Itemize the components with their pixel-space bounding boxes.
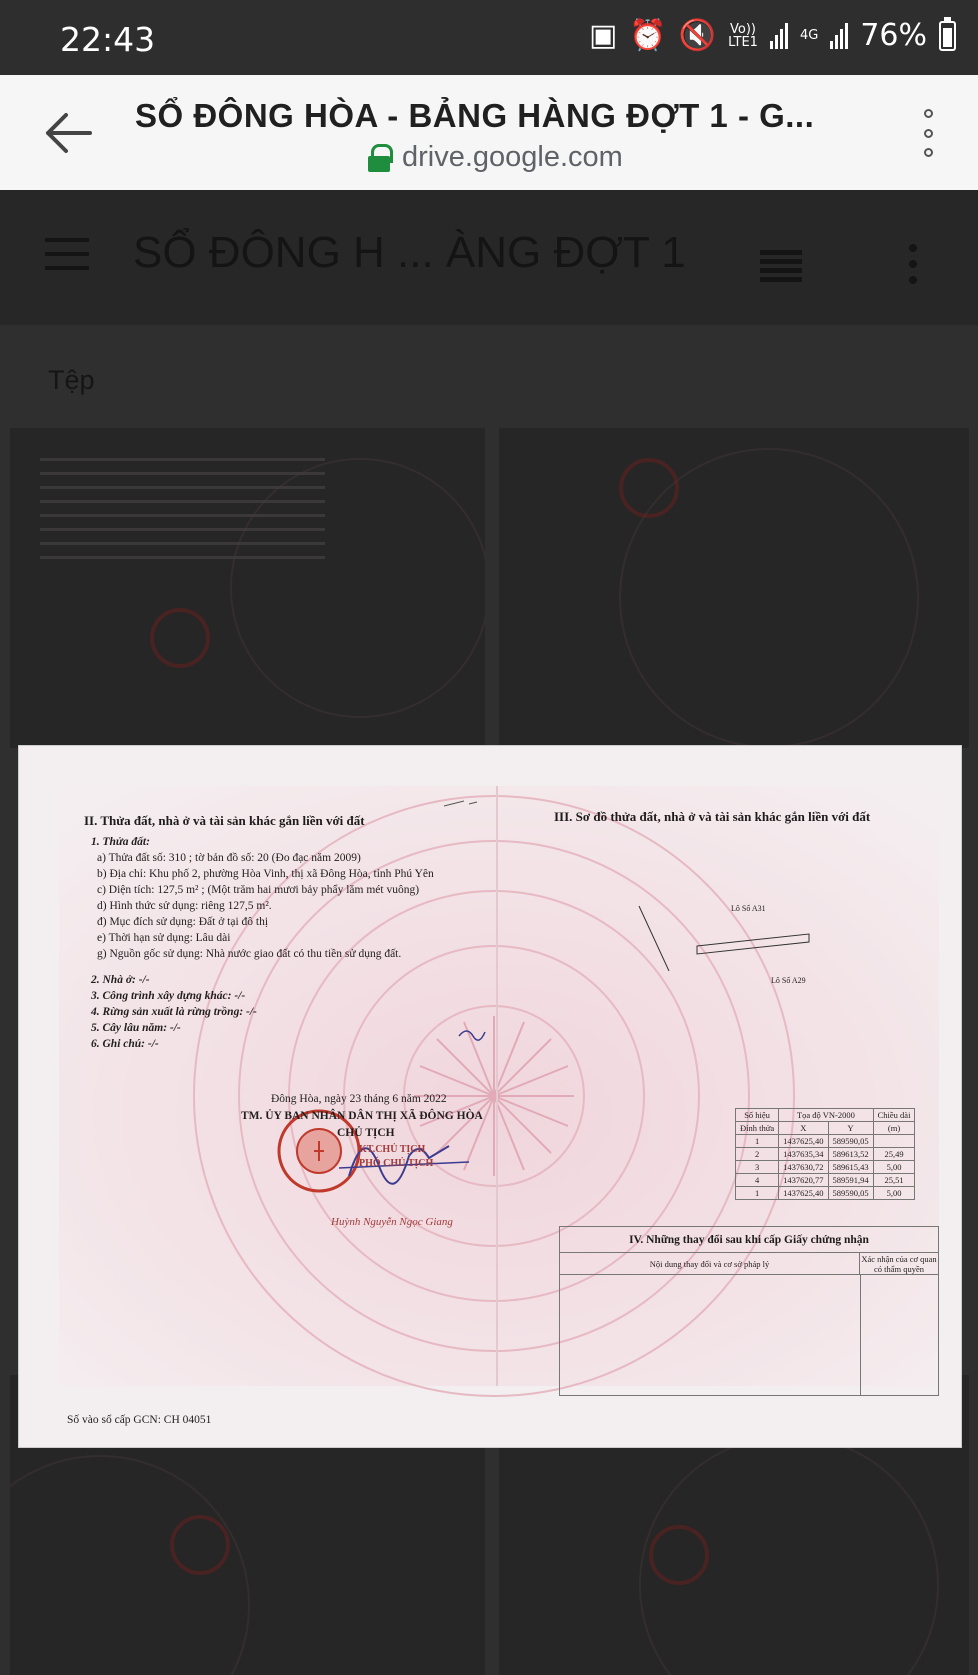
signer-role-2: KT.CHỦ TỊCH	[359, 1144, 426, 1155]
gcn-number: Số vào sổ cấp GCN: CH 04051	[67, 1414, 212, 1426]
table-subheader: X	[779, 1122, 828, 1135]
table-row	[736, 1148, 915, 1161]
doc-line: 2. Nhà ở: -/-	[91, 974, 150, 986]
hamburger-menu-icon[interactable]	[45, 238, 89, 270]
changes-column-content: Nội dung thay đổi và cơ sở pháp lý	[560, 1253, 860, 1274]
section-iv-title: IV. Những thay đổi sau khi cấp Giấy chứng nhận	[560, 1227, 938, 1253]
doc-line: 4. Rừng sản xuất là rừng trồng: -/-	[91, 1006, 257, 1018]
cell: 3	[736, 1161, 779, 1174]
battery-percent: 76%	[860, 18, 927, 53]
table-header: Tọa độ VN-2000	[779, 1109, 874, 1122]
volte-indicator	[728, 23, 758, 49]
signal-icon	[770, 23, 788, 49]
host-label: drive.google.com	[402, 141, 623, 173]
issuing-org: TM. ỦY BAN NHÂN DÂN THỊ XÃ ĐÔNG HÒA	[241, 1110, 483, 1122]
more-options-icon[interactable]	[908, 244, 918, 284]
cell: 589590,05	[828, 1187, 873, 1200]
file-thumbnail[interactable]	[499, 428, 969, 748]
coordinate-table	[735, 1108, 915, 1200]
folder-title: SỔ ĐÔNG H ... ÀNG ĐỢT 1	[133, 228, 686, 277]
signer-role-3: PHÓ CHỦ TỊCH	[359, 1158, 434, 1169]
cell: 2	[736, 1148, 779, 1161]
doc-line: 6. Ghi chú: -/-	[91, 1038, 159, 1050]
doc-line: 3. Công trình xây dựng khác: -/-	[91, 990, 246, 1002]
status-icons	[589, 18, 956, 53]
url-host[interactable]	[368, 141, 623, 174]
table-row	[736, 1174, 915, 1187]
cell: 4	[736, 1174, 779, 1187]
table-row	[736, 1161, 915, 1174]
table-subheader: (m)	[873, 1122, 915, 1135]
cell: 25,49	[873, 1148, 915, 1161]
table-subheader: Y	[828, 1122, 873, 1135]
cell: 589590,05	[828, 1135, 873, 1148]
document-preview[interactable]	[18, 745, 962, 1448]
cell: 1437620,77	[779, 1174, 828, 1187]
battery-icon	[939, 21, 956, 51]
cell: 5,00	[873, 1187, 915, 1200]
cell: 1	[736, 1187, 779, 1200]
cell: 1437625,40	[779, 1187, 828, 1200]
section-iii-title: III. Sơ đồ thửa đất, nhà ở và tài sản khác gắn liền với đất	[554, 809, 871, 824]
doc-line: 1. Thửa đất:	[91, 836, 150, 848]
doc-line: d) Hình thức sử dụng: riêng 127,5 m².	[97, 900, 272, 912]
cell: 589613,52	[828, 1148, 873, 1161]
issue-date: Đông Hòa, ngày 23 tháng 6 năm 2022	[271, 1093, 447, 1105]
doc-line: c) Diện tích: 127,5 m² ; (Một trăm hai mươi bảy phẩy lăm mét vuông)	[97, 884, 420, 896]
lot-label: Lô Số A29	[771, 976, 806, 985]
lte-label: LTE1	[728, 34, 758, 50]
changes-column-confirm: Xác nhận của cơ quan có thẩm quyền	[861, 1254, 937, 1274]
list-view-icon[interactable]	[760, 250, 802, 282]
alarm-icon: ⏰	[629, 18, 667, 53]
doc-line: b) Địa chỉ: Khu phố 2, phường Hòa Vinh, thị xã Đông Hòa, tỉnh Phú Yên	[97, 868, 434, 880]
data-saver-icon: ▣	[588, 18, 618, 53]
page-title: SỔ ĐÔNG HÒA - BẢNG HÀNG ĐỢT 1 - G...	[135, 97, 815, 134]
status-time: 22:43	[60, 20, 156, 59]
signer-name: Huỳnh Nguyễn Ngọc Giang	[331, 1216, 453, 1228]
back-arrow-icon[interactable]	[40, 105, 96, 161]
browser-toolbar	[0, 75, 978, 190]
section-ii-title: II. Thửa đất, nhà ở và tài sản khác gắn liền với đất	[84, 813, 365, 828]
cell: 25,51	[873, 1174, 915, 1187]
table-header: Số hiệu	[736, 1109, 779, 1122]
overflow-menu-icon[interactable]	[923, 109, 933, 157]
mute-icon: 🔇	[678, 18, 717, 53]
doc-line: 5. Cây lâu năm: -/-	[91, 1022, 181, 1034]
lock-icon	[368, 144, 390, 172]
doc-line: e) Thời hạn sử dụng: Lâu dài	[97, 932, 231, 944]
table-row	[736, 1135, 915, 1148]
cell: 5,00	[873, 1161, 915, 1174]
doc-line: a) Thửa đất số: 310 ; tờ bản đồ số: 20 (Đo đạc năm 2009)	[97, 852, 361, 864]
table-header: Chiều dài	[873, 1109, 915, 1122]
cell: 589591,94	[828, 1174, 873, 1187]
status-bar	[0, 0, 978, 75]
cell	[873, 1135, 915, 1148]
signal-icon-2	[830, 23, 848, 49]
doc-line: đ) Mục đích sử dụng: Đất ở tại đô thị	[97, 916, 269, 928]
file-thumbnail[interactable]	[10, 428, 485, 748]
network-indicator: 4G	[799, 28, 819, 43]
table-subheader: Đỉnh thửa	[736, 1122, 779, 1135]
volte-label: Vo))	[730, 21, 756, 37]
cell: 1	[736, 1135, 779, 1148]
lot-label: Lô Số A31	[731, 904, 766, 913]
cell: 589615,43	[828, 1161, 873, 1174]
cell: 1437630,72	[779, 1161, 828, 1174]
drive-header	[0, 190, 978, 325]
table-row	[736, 1187, 915, 1200]
doc-line: g) Nguồn gốc sử dụng: Nhà nước giao đất có thu tiền sử dụng đất.	[97, 948, 402, 960]
changes-box	[559, 1226, 939, 1396]
signer-role: CHỦ TỊCH	[337, 1127, 395, 1139]
section-label-files: Tệp	[48, 365, 95, 395]
cell: 1437625,40	[779, 1135, 828, 1148]
cell: 1437635,34	[779, 1148, 828, 1161]
